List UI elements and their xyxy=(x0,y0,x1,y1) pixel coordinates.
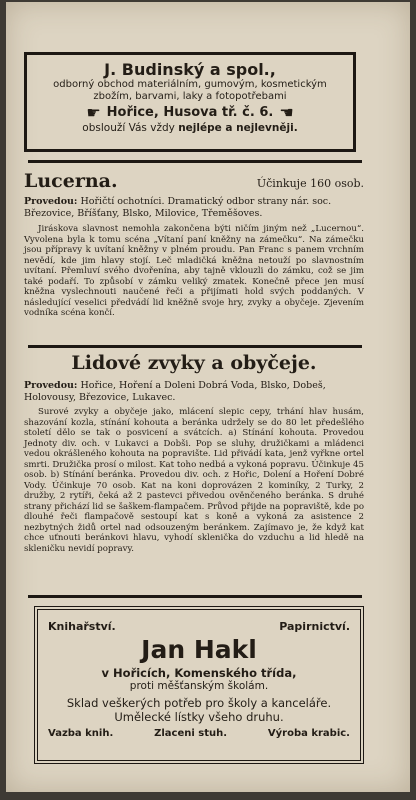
ad-line-1: odborný obchod materiálním, gumovým, kosmetickým xyxy=(53,79,327,90)
zvyky-description: Surové zvyky a obyčeje jako, mlácení slepic cepy, trhání hlav husám, shazování kozla, stínání kohouta a beránka udržely se do 80 let předešlého století dělo se tak o posvicení a svátcích. a) Stínání kohouta. Provedou Jednoty div. och. v Lukavci a Dobši. Pop se sluhy, družičkami a mládenci vedou okrášleného kohouta na popravište. Lid přivádí kata, jenž vyřkne ortel smrti. Družička prosí o milost. Kat toho nedbá a vykoná popravu. Účinkuje 45 osob. b) Stínání beránka. Provedou div. och. z Hořic, Dolení a Hoření Dobré Vody. Účinkuje 70 osob. Kat na koni doprovázen 2 kominíky, 2 Turky, 2 družby, 2 rytíři, čeká až 2 pastevci přivedou ověnčeného beránka. S druhé strany přichází lid se šaškem-flampačem. Průvod přijde na popraviště, kde po dlouhé řeči flampačově sestoupí kat s koně a vykoná za asistence 2 nezbytných židů ortel nad odsouzeným beránkem. Zajímavo je, že když kat chce uťnouti beránkovi hlavu, vyhodí sklenička do vzduchu a lid hledě na skleničku nevidí popravy. xyxy=(24,407,364,554)
pointing-hand-right-icon: ☛ xyxy=(86,102,101,122)
hakl-advertisement xyxy=(34,606,364,764)
ad-bookbinding: Knihařství. xyxy=(48,620,116,633)
divider-rule xyxy=(28,345,362,348)
divider-rule xyxy=(28,595,362,598)
ad-box-making: Výroba krabic. xyxy=(267,728,350,739)
zvyky-performers-label: Provedou: xyxy=(24,380,78,391)
ad-title: J. Budinský a spol., xyxy=(104,60,276,79)
lucerna-performers xyxy=(24,196,364,219)
lucerna-title: Lucerna. xyxy=(24,170,118,192)
lucerna-performers-label: Provedou: xyxy=(24,196,78,207)
lucerna-meta: Účinkuje 160 osob. xyxy=(256,177,364,190)
ad-slogan-prefix: obslouží Vás vždy xyxy=(82,122,175,134)
ad-line-2: zbožím, barvami, laky a fotopotřebami xyxy=(93,91,287,102)
ad-address-row xyxy=(27,102,353,122)
ad-name: Jan Hakl xyxy=(141,635,257,664)
ad-location-note: proti měšťanským školám. xyxy=(129,680,269,692)
ad-ribbon-gilding: Zlaceni stuh. xyxy=(154,728,228,739)
ad-warehouse: Sklad veškerých potřeb pro školy a kanceláře. xyxy=(66,696,332,710)
ad-address: Hořice, Husova tř. č. 6. xyxy=(106,105,274,120)
divider-rule xyxy=(28,160,362,163)
zvyky-performers xyxy=(24,380,364,403)
lucerna-description: Jiráskova slavnost nemohla zakončena býti ničím jiným než „Lucernou“. Vyvolena byla k tomu scéna „Vítaní paní kněžny na zámečku“. Na zámečku jsou přípravy k uvítaní kněžny v plném proudu. Pan Franc s panem vrchním nevědí, kde jim hlavy stojí. Leč mladičká kněžna netouží po slavnostním uvítaní. Přemluví svého dvořenína, aby tajně vklouzli do zámku, což se jim také podaří. To způsobí v zámku veliký zmatek. Konečně přece jen musí kněžna vyslechnouti naučené řeči a přijímati hold svých poddaných. V následující veselici předvádí lid kněžně svoje hry, zvyky a obyčeje. Zjevením vodníka scéna končí. xyxy=(24,224,364,318)
program-page xyxy=(6,2,410,792)
budinsky-advertisement xyxy=(24,52,356,152)
lucerna-header xyxy=(24,170,364,192)
lucerna-performers-text: Hořičtí ochotníci. Dramatický odbor strany nár. soc. Březovice, Bříšťany, Blsko, Milovice, Třeměšoves. xyxy=(24,196,332,219)
zvyky-title: Lidové zvyky a obyčeje. xyxy=(71,352,317,374)
ad-bottom-row xyxy=(38,724,360,739)
ad-address: v Hořicích, Komenského třída, xyxy=(101,666,297,680)
zvyky-performers-text: Hořice, Hoření a Doleni Dobrá Voda, Blsko, Dobeš, Holovousy, Březovice, Lukavec. xyxy=(24,380,326,403)
ad-top-row xyxy=(38,610,360,633)
pointing-hand-left-icon: ☚ xyxy=(279,102,294,122)
ad-bookbinding-service: Vazba knih. xyxy=(48,728,114,739)
ad-slogan xyxy=(27,122,353,134)
ad-stationery: Papirnictví. xyxy=(279,620,350,633)
ad-slogan-bold: nejlépe a nejlevněji. xyxy=(178,122,298,134)
ad-postcards: Umělecké lístky všeho druhu. xyxy=(114,710,284,724)
